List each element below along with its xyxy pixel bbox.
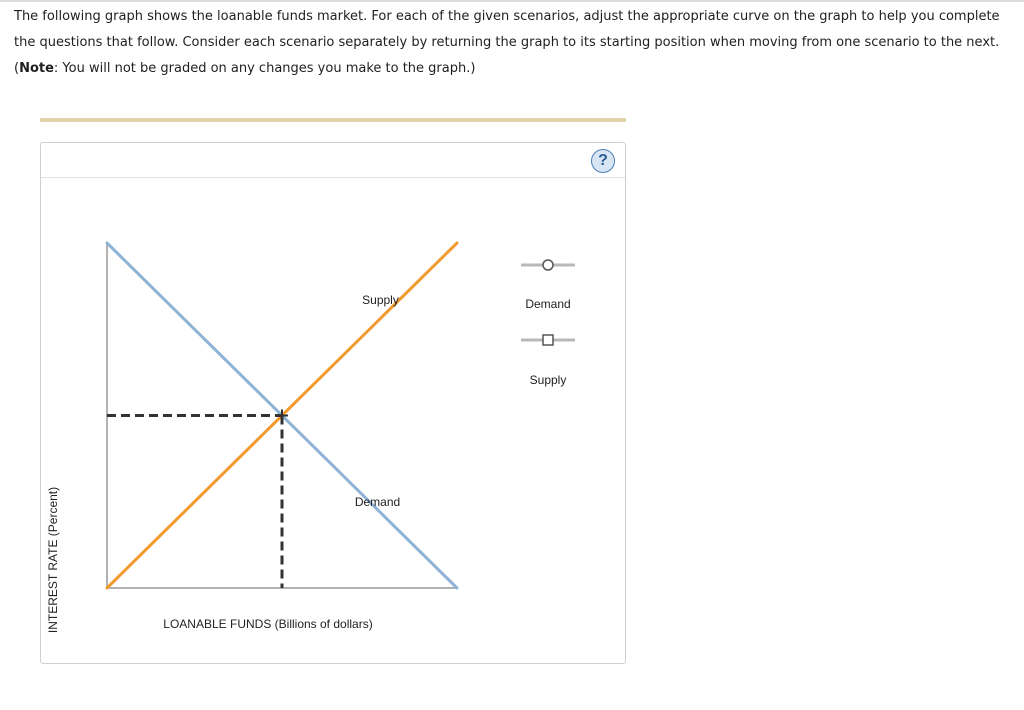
y-axis-label: INTEREST RATE (Percent) <box>46 486 60 634</box>
legend-demand-circle-marker[interactable] <box>543 260 553 270</box>
legend <box>521 260 575 387</box>
loanable-funds-chart <box>41 143 625 663</box>
instructions-line-1: The following graph shows the loanable funds market. For each of the given scenarios, adjust the appropriate curve on the graph to help you complete <box>14 9 1000 24</box>
help-icon[interactable]: ? <box>591 149 615 173</box>
legend-supply-label: Supply <box>529 373 567 387</box>
section-divider <box>40 118 626 122</box>
legend-supply-square-marker[interactable] <box>543 335 553 345</box>
demand-curve-label: Demand <box>354 494 401 509</box>
x-axis-label: LOANABLE FUNDS (Billions of dollars) <box>163 617 373 631</box>
instructions-line-3 <box>14 56 1014 82</box>
instructions-line-2: the questions that follow. Consider each scenario separately by returning the graph to its starting position when moving from one scenario to the next. <box>14 35 1000 50</box>
note-open-paren: ( <box>14 61 20 76</box>
note-label: Note <box>19 61 54 76</box>
graph-panel <box>40 142 626 664</box>
legend-demand-label: Demand <box>525 297 571 311</box>
top-rule <box>0 0 1024 2</box>
note-text: : You will not be graded on any changes you make to the graph.) <box>53 61 476 76</box>
supply-curve-label: Supply <box>362 293 399 308</box>
instructions <box>14 4 1014 82</box>
